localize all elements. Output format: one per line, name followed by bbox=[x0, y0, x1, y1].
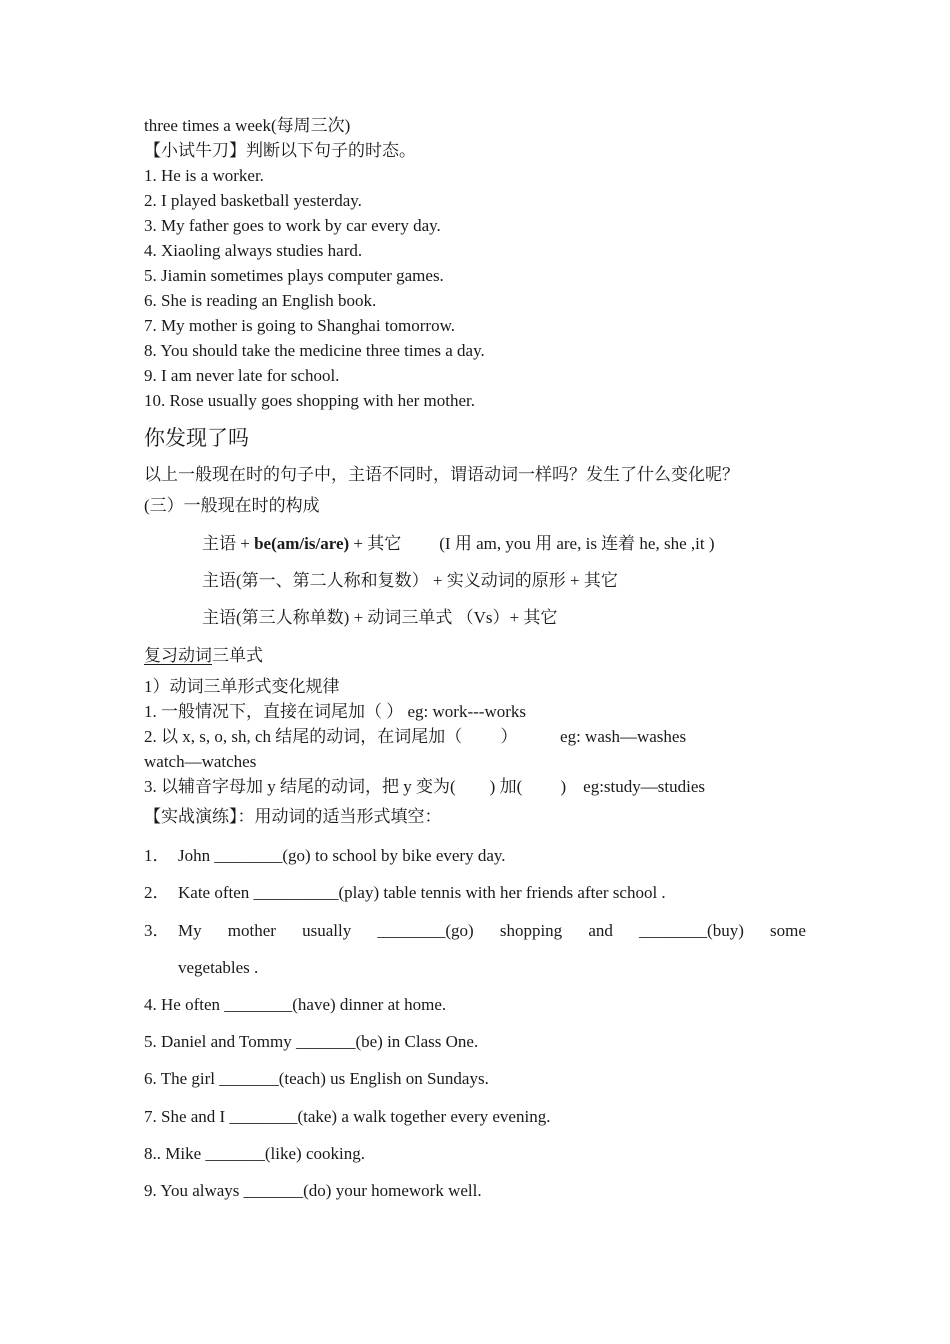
rule1-be-forms: be(am/is/are) bbox=[254, 534, 350, 553]
practice-item: 7. She and I ________(take) a walk together every evening. bbox=[144, 1107, 551, 1126]
practice-item: 4. He often ________(have) dinner at home. bbox=[144, 995, 447, 1014]
practice-item-words bbox=[178, 920, 806, 942]
practice-item-text: Kate often __________(play) table tennis with her friends after school . bbox=[178, 883, 666, 902]
discover-question: 以上一般现在时的句子中，主语不同时，谓语动词一样吗？发生了什么变化呢？ bbox=[144, 465, 739, 484]
review-subheading: 1）动词三单形式变化规律 bbox=[144, 677, 340, 696]
practice-item: 6. The girl _______(teach) us English on Sundays. bbox=[144, 1069, 489, 1088]
structure-rule-2: 主语(第一、第二人称和复数） + 实义动词的原形 + 其它 bbox=[202, 571, 618, 590]
review-title-rest: 三单式 bbox=[212, 646, 263, 665]
practice-word: and bbox=[588, 921, 613, 940]
intro-line: three times a week(每周三次) bbox=[144, 116, 351, 135]
practice-word: usually bbox=[302, 921, 352, 940]
review-title-underlined: 复习动词 bbox=[144, 646, 212, 665]
trial-item: 6. She is reading an English book. bbox=[144, 291, 377, 310]
trial-item: 3. My father goes to work by car every day. bbox=[144, 216, 441, 235]
practice-item bbox=[144, 920, 806, 942]
structure-heading: (三）一般现在时的构成 bbox=[144, 496, 320, 515]
trial-item: 9. I am never late for school. bbox=[144, 366, 340, 385]
practice-heading: 【实战演练】：用动词的适当形式填空： bbox=[144, 807, 442, 826]
trial-item: 5. Jiamin sometimes plays computer games. bbox=[144, 266, 444, 285]
trial-item: 8. You should take the medicine three times a day. bbox=[144, 341, 485, 360]
trial-item: 7. My mother is going to Shanghai tomorrow. bbox=[144, 316, 456, 335]
review-title bbox=[144, 645, 263, 667]
practice-item-text: John ________(go) to school by bike every day. bbox=[178, 846, 506, 865]
practice-word: mother bbox=[227, 921, 276, 940]
trial-item: 4. Xiaoling always studies hard. bbox=[144, 241, 363, 260]
practice-word: ________(buy) bbox=[639, 921, 744, 940]
review-rule: watch—watches bbox=[144, 752, 257, 771]
practice-item-number: 3． bbox=[144, 921, 170, 940]
practice-item bbox=[144, 845, 806, 867]
trial-heading: 【小试牛刀】判断以下句子的时态。 bbox=[144, 141, 416, 160]
practice-item: 5. Daniel and Tommy _______(be) in Class One. bbox=[144, 1032, 479, 1051]
practice-item-number: 2． bbox=[144, 883, 170, 902]
rule1-pre: 主语 + bbox=[202, 534, 255, 553]
structure-rule-3: 主语(第三人称单数) + 动词三单式 （Vs）+ 其它 bbox=[202, 608, 558, 627]
rule1-note: (I 用 am, you 用 are, is 连着 he, she ,it ) bbox=[439, 534, 715, 553]
practice-item: 9. You always _______(do) your homework well. bbox=[144, 1181, 482, 1200]
discover-title: 你发现了吗 bbox=[144, 426, 249, 450]
practice-word: ________(go) bbox=[377, 921, 474, 940]
review-rule: 3. 以辅音字母加 y 结尾的动词，把 y 变为( ) 加( ) eg:study—studies bbox=[144, 777, 705, 796]
practice-item: 8.. Mike _______(like) cooking. bbox=[144, 1144, 365, 1163]
trial-item: 1. He is a worker. bbox=[144, 166, 264, 185]
review-rule: 2. 以 x, s, o, sh, ch 结尾的动词，在词尾加（ ） eg: wash—washes bbox=[144, 727, 687, 746]
rule1-post: + 其它 bbox=[349, 534, 402, 553]
practice-word: some bbox=[770, 921, 806, 940]
practice-word: shopping bbox=[499, 921, 563, 940]
practice-item-continuation: vegetables . bbox=[178, 958, 259, 977]
trial-item: 10. Rose usually goes shopping with her mother. bbox=[144, 391, 476, 410]
review-rule: 1. 一般情况下，直接在词尾加（ ） eg: work---works bbox=[144, 702, 526, 721]
structure-rule-1 bbox=[202, 533, 715, 555]
practice-item-number: 1． bbox=[144, 846, 170, 865]
practice-item bbox=[144, 882, 806, 904]
practice-word: My bbox=[178, 921, 202, 940]
trial-item: 2. I played basketball yesterday. bbox=[144, 191, 362, 210]
